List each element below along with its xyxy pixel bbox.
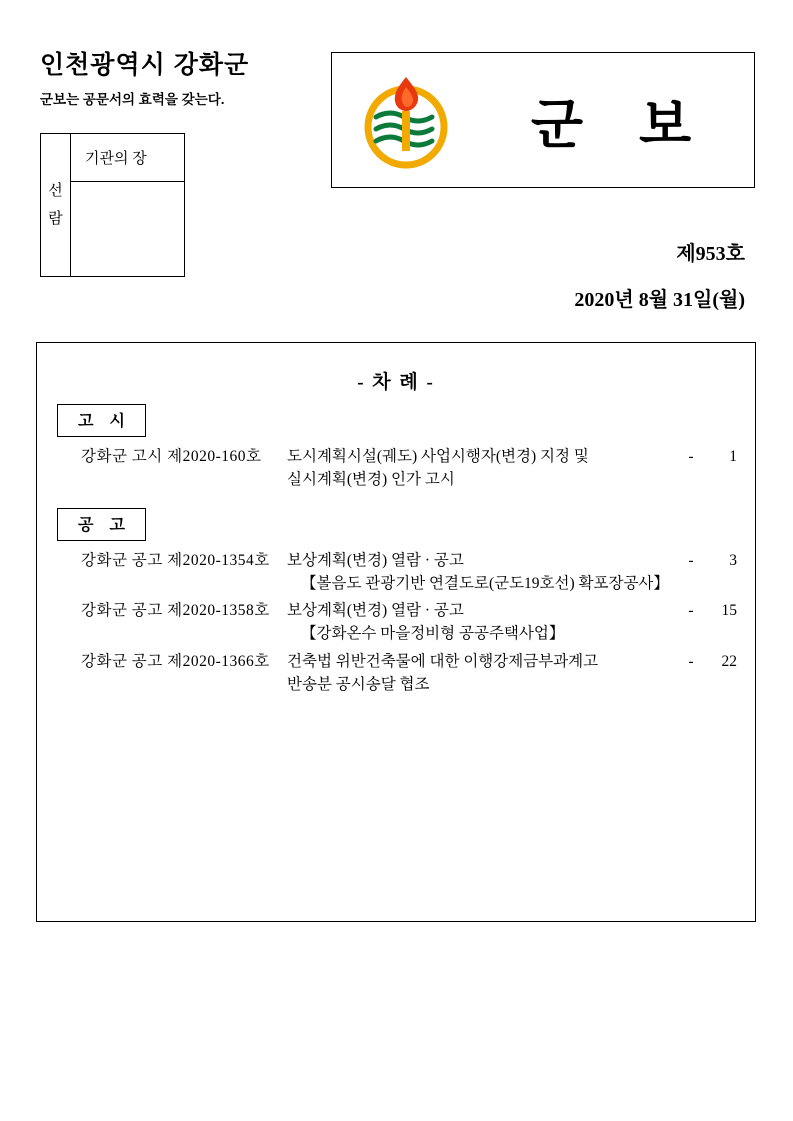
entry-list-gosi — [37, 443, 755, 494]
entry-title — [287, 599, 679, 646]
entry-page-number: 1 — [729, 448, 737, 465]
entry-title-line1: 보상계획(변경) 열람 · 공고 — [287, 602, 464, 619]
entry-dash: - — [688, 602, 694, 619]
section-label-gonggo: 공 고 — [57, 508, 146, 541]
ganghwa-emblem-icon — [358, 71, 454, 171]
list-item[interactable] — [37, 648, 755, 699]
approval-left-label — [41, 134, 71, 276]
entry-title — [287, 549, 679, 596]
entry-doc-number: 강화군 공고 제2020-1358호 — [81, 602, 270, 619]
approval-table — [40, 133, 185, 277]
entry-title-line1: 건축법 위반건축물에 대한 이행강제금부과계고 — [287, 652, 599, 670]
entry-page-number: 3 — [729, 551, 737, 569]
section-label-row-gonggo — [57, 508, 755, 541]
entry-doc-number: 강화군 공고 제2020-1366호 — [81, 652, 270, 670]
entry-doc-number: 강화군 공고 제2020-1354호 — [81, 551, 270, 569]
issuer-block — [40, 52, 310, 108]
entry-title-line2: 반송분 공시송달 협조 — [287, 675, 430, 693]
contents-heading: - 차 례 - — [357, 372, 435, 393]
entry-title — [287, 650, 679, 697]
publication-title — [482, 53, 748, 187]
approval-right-column — [71, 134, 184, 276]
publication-title-text: 군보 — [530, 94, 748, 155]
section-label-row-gosi — [57, 404, 755, 437]
section-label-gosi: 고 시 — [57, 404, 146, 437]
approval-left-char-1: 선 — [48, 182, 63, 199]
list-item[interactable] — [37, 597, 755, 648]
entry-title-bracket: 【강화온수 마을정비형 공공주택사업】 — [301, 625, 565, 643]
entry-title-line1: 도시계획시설(궤도) 사업시행자(변경) 지정 및 — [287, 448, 589, 465]
spacer-2 — [37, 494, 755, 508]
issue-number: 제953호 — [676, 243, 745, 265]
entry-dash: - — [688, 448, 694, 465]
title-box — [331, 52, 755, 188]
entry-page-number: 22 — [721, 652, 737, 670]
entry-title — [287, 445, 679, 492]
entry-title-line1: 보상계획(변경) 열람 · 공고 — [287, 551, 464, 569]
entry-doc-number: 강화군 고시 제2020-160호 — [81, 448, 262, 465]
entry-dash: - — [688, 652, 694, 670]
spacer-1 — [37, 394, 755, 404]
entry-page-number: 15 — [721, 602, 737, 619]
issuer-subtitle: 군보는 공문서의 효력을 갖는다. — [40, 91, 225, 107]
contents-box — [36, 342, 756, 922]
entry-list-gonggo — [37, 547, 755, 699]
approval-signature-area — [71, 182, 184, 276]
approval-left-char-2: 람 — [48, 211, 63, 227]
entry-dash: - — [688, 551, 694, 569]
entry-title-bracket: 【볼음도 관광기반 연결도로(군도19호선) 확포장공사】 — [301, 574, 669, 592]
issue-date: 2020년 8월 31일(월) — [574, 289, 745, 311]
list-item[interactable] — [37, 547, 755, 598]
issuer-name: 인천광역시 강화군 — [40, 51, 250, 79]
approval-head-label: 기관의 장 — [71, 134, 184, 182]
entry-title-line2: 실시계획(변경) 인가 고시 — [287, 471, 455, 489]
list-item[interactable] — [37, 443, 755, 494]
